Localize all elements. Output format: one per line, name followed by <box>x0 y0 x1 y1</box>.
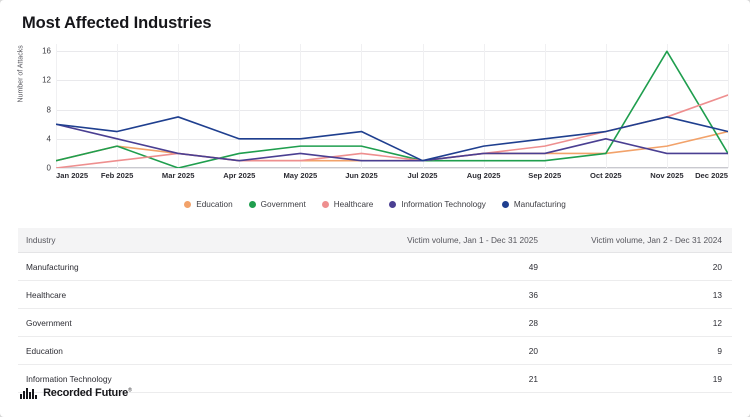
y-axis-title: Number of Attacks <box>17 45 25 103</box>
cell-victim-volume-2025: 21 <box>528 373 538 384</box>
x-axis-tick-label: Jul 2025 <box>407 171 438 180</box>
page-title: Most Affected Industries <box>22 14 212 32</box>
x-axis-tick-label: May 2025 <box>283 171 318 180</box>
y-gridline <box>56 168 728 169</box>
table-body <box>18 253 732 393</box>
cell-industry: Information Technology <box>26 373 112 384</box>
recorded-future-logo-icon <box>20 388 37 399</box>
trademark-mark: ® <box>128 387 132 394</box>
legend-swatch-icon <box>184 201 191 208</box>
cell-victim-volume-2025: 20 <box>528 345 538 356</box>
x-axis-tick-label: Jan 2025 <box>56 171 89 180</box>
chart-plot-area <box>42 44 728 173</box>
x-axis-tick-label: Oct 2025 <box>589 171 622 180</box>
legend-item-manufacturing[interactable] <box>502 200 566 209</box>
legend-label: Healthcare <box>333 200 374 209</box>
attacks-line-chart <box>17 40 732 209</box>
legend-item-government[interactable] <box>249 200 306 209</box>
legend-label: Education <box>196 200 233 209</box>
cell-victim-volume-2024: 9 <box>717 345 722 356</box>
cell-industry: Healthcare <box>26 289 67 300</box>
legend-label: Manufacturing <box>513 200 566 209</box>
cell-victim-volume-2024: 13 <box>712 289 722 300</box>
industries-table <box>18 228 732 393</box>
legend-swatch-icon <box>249 201 256 208</box>
y-axis-tick-label: 8 <box>46 105 51 115</box>
x-axis-tick-label: Jun 2025 <box>345 171 378 180</box>
x-axis-tick-label: Apr 2025 <box>223 171 256 180</box>
column-header-victim-2025: Victim volume, Jan 1 - Dec 31 2025 <box>407 235 538 245</box>
table-row[interactable] <box>18 281 732 309</box>
cell-victim-volume-2025: 49 <box>528 261 538 272</box>
cell-industry: Manufacturing <box>26 261 79 272</box>
column-header-victim-2024: Victim volume, Jan 2 - Dec 31 2024 <box>591 235 722 245</box>
series-line-healthcare <box>56 95 728 168</box>
x-axis-tick-label: Mar 2025 <box>161 171 195 180</box>
table-row[interactable] <box>18 337 732 365</box>
legend-item-healthcare[interactable] <box>322 200 374 209</box>
legend-swatch-icon <box>322 201 329 208</box>
x-axis-tick-label: Feb 2025 <box>100 171 134 180</box>
x-axis-tick-label: Dec 2025 <box>695 171 728 180</box>
series-lines <box>56 44 728 168</box>
legend-swatch-icon <box>389 201 396 208</box>
cell-industry: Government <box>26 317 72 328</box>
column-header-industry: Industry <box>26 235 56 245</box>
cell-victim-volume-2024: 19 <box>712 373 722 384</box>
cell-industry: Education <box>26 345 63 356</box>
x-gridline <box>728 44 729 168</box>
brand-footer <box>20 387 132 399</box>
legend-swatch-icon <box>502 201 509 208</box>
y-axis-tick-label: 4 <box>46 134 51 144</box>
table-row[interactable] <box>18 253 732 281</box>
cell-victim-volume-2025: 36 <box>528 289 538 300</box>
legend-label: Government <box>260 200 306 209</box>
brand-label: Recorded Future <box>43 387 129 399</box>
y-axis-tick-label: 16 <box>42 46 51 56</box>
cell-victim-volume-2024: 12 <box>712 317 722 328</box>
table-header-row <box>18 228 732 253</box>
legend-label: Information Technology <box>401 200 486 209</box>
chart-legend <box>18 200 732 209</box>
y-axis-tick-label: 12 <box>42 75 51 85</box>
brand-name <box>43 387 132 399</box>
x-axis-tick-label: Nov 2025 <box>650 171 684 180</box>
cell-victim-volume-2024: 20 <box>712 261 722 272</box>
x-axis-tick-label: Aug 2025 <box>466 171 501 180</box>
legend-item-education[interactable] <box>184 200 232 209</box>
y-axis-tick-label: 0 <box>46 163 51 173</box>
x-axis-tick-label: Sep 2025 <box>528 171 562 180</box>
table-row[interactable] <box>18 309 732 337</box>
x-axis-tick-labels <box>56 171 728 185</box>
legend-item-information-technology[interactable] <box>389 200 486 209</box>
cell-victim-volume-2025: 28 <box>528 317 538 328</box>
